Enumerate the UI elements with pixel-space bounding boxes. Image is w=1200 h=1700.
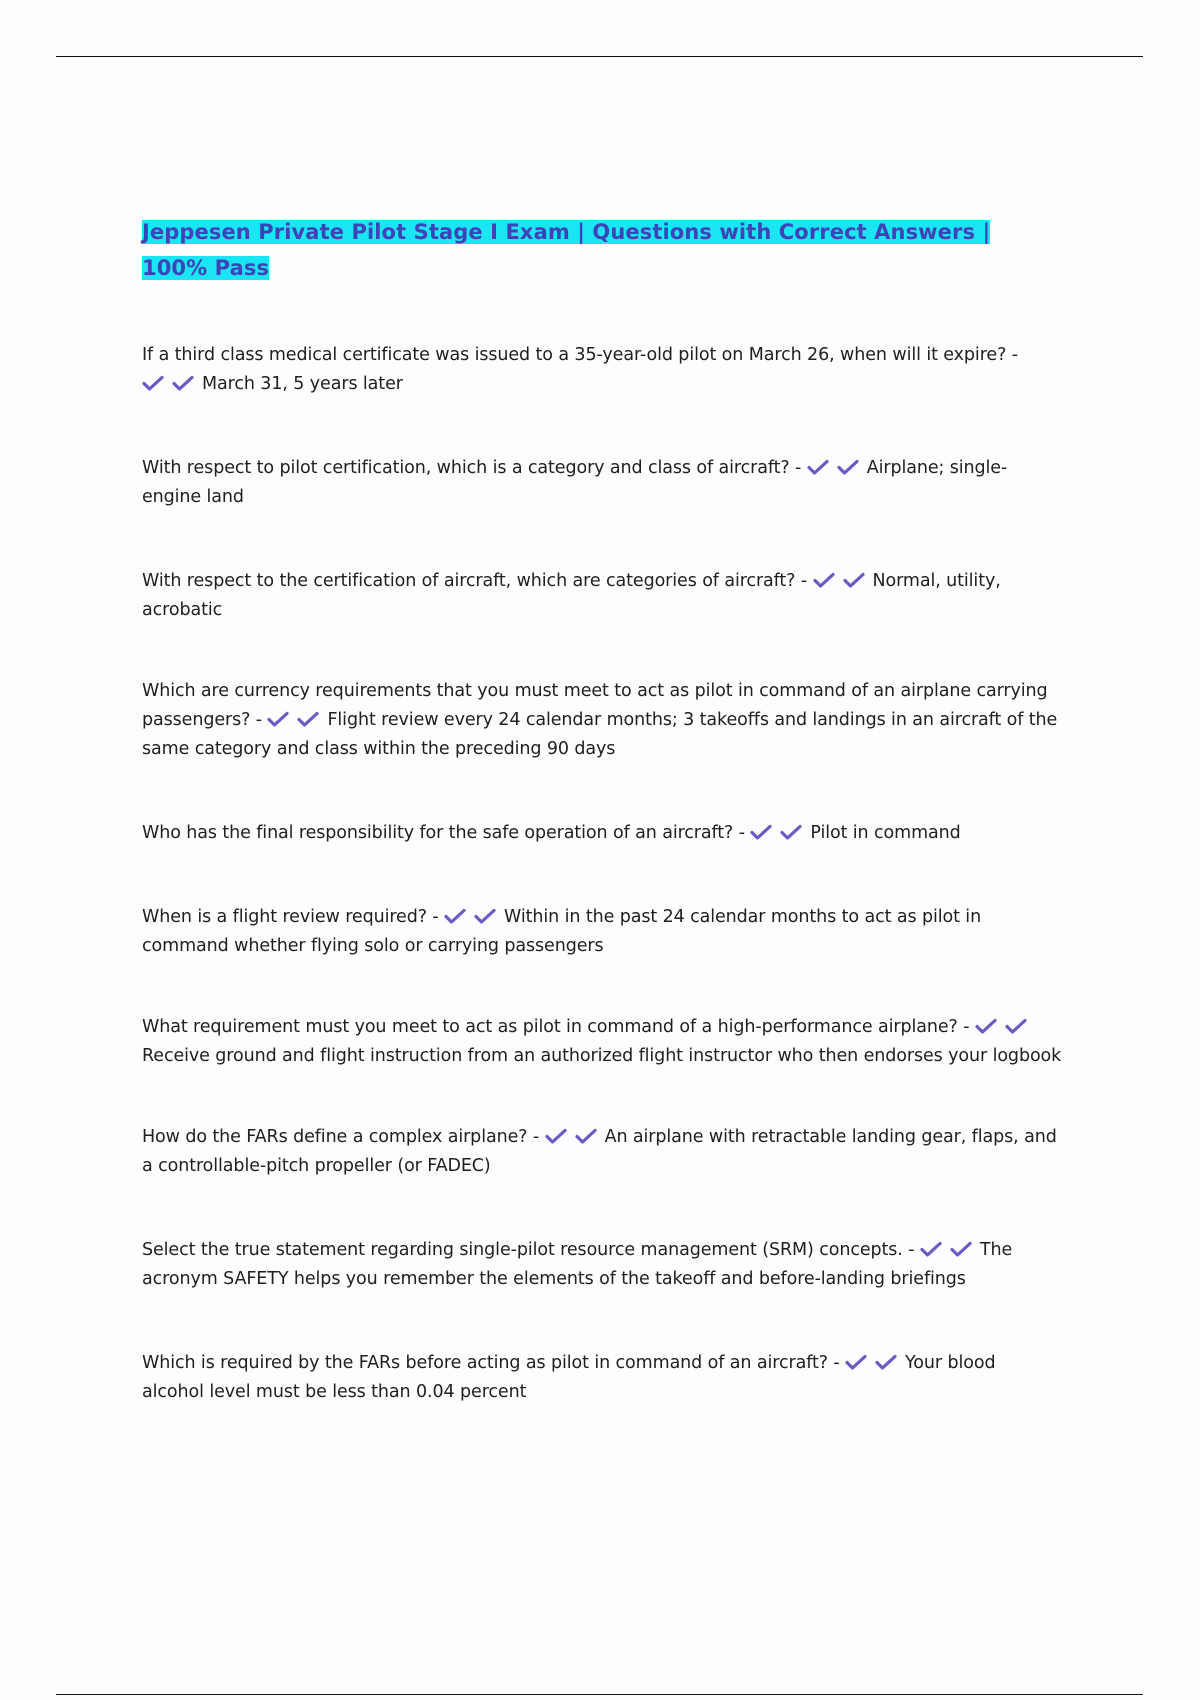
qa-item bbox=[142, 341, 1062, 399]
check-icon bbox=[444, 908, 466, 924]
separator: - bbox=[957, 1017, 975, 1037]
document-body bbox=[142, 214, 1062, 1407]
check-icon bbox=[920, 1241, 942, 1257]
separator: - bbox=[1006, 345, 1018, 365]
check-pair bbox=[813, 571, 873, 591]
separator: - bbox=[426, 907, 445, 927]
check-pair bbox=[845, 1353, 905, 1373]
qa-list bbox=[142, 341, 1062, 1407]
answer-text: Within in the past 24 calendar months to act as pilot in command whether flying solo or carrying passengers bbox=[142, 907, 982, 956]
answer-text: Receive ground and flight instruction from an authorized flight instructor who then endorses your logbook bbox=[142, 1046, 1062, 1066]
check-pair bbox=[975, 1017, 1035, 1037]
qa-item bbox=[142, 454, 1062, 512]
question-text: Who has the final responsibility for the safe operation of an aircraft? bbox=[142, 823, 734, 843]
question-text: With respect to the certification of aircraft, which are categories of aircraft? bbox=[142, 571, 796, 591]
separator: - bbox=[902, 1240, 920, 1260]
check-icon bbox=[843, 572, 865, 588]
check-icon bbox=[172, 375, 194, 391]
top-rule bbox=[56, 56, 1143, 57]
qa-item bbox=[142, 819, 1062, 848]
question-text: How do the FARs define a complex airplane? bbox=[142, 1127, 528, 1147]
qa-item bbox=[142, 567, 1062, 625]
question-text: Which are currency requirements that you must meet to act as pilot in command of an airplane carrying passengers? bbox=[142, 681, 1048, 730]
qa-item bbox=[142, 1236, 1062, 1294]
answer-text: The acronym SAFETY helps you remember the elements of the takeoff and before-landing briefings bbox=[142, 1240, 1013, 1289]
qa-item bbox=[142, 1349, 1062, 1407]
check-pair bbox=[920, 1240, 980, 1260]
check-icon bbox=[267, 711, 289, 727]
question-text: Select the true statement regarding single-pilot resource management (SRM) concepts. bbox=[142, 1240, 903, 1260]
check-icon bbox=[575, 1128, 597, 1144]
separator: - bbox=[527, 1127, 545, 1147]
check-icon bbox=[875, 1354, 897, 1370]
check-icon bbox=[813, 572, 835, 588]
bottom-rule bbox=[56, 1694, 1143, 1695]
answer-text: Normal, utility, acrobatic bbox=[142, 571, 1001, 620]
check-pair bbox=[807, 458, 867, 478]
document-title bbox=[142, 214, 1062, 286]
qa-item bbox=[142, 677, 1062, 764]
check-pair bbox=[750, 823, 810, 843]
separator: - bbox=[789, 458, 807, 478]
answer-text: An airplane with retractable landing gear, flaps, and a controllable-pitch propeller (or FADEC) bbox=[142, 1127, 1057, 1176]
document-title-text: Jeppesen Private Pilot Stage I Exam | Questions with Correct Answers | 100% Pass bbox=[142, 220, 991, 280]
question-text: Which is required by the FARs before acting as pilot in command of an aircraft? bbox=[142, 1353, 828, 1373]
separator: - bbox=[250, 710, 268, 730]
separator: - bbox=[827, 1353, 846, 1373]
answer-text: Pilot in command bbox=[810, 823, 961, 843]
answer-text: Your blood alcohol level must be less than 0.04 percent bbox=[142, 1353, 996, 1402]
check-icon bbox=[780, 824, 802, 840]
qa-item bbox=[142, 1123, 1062, 1181]
check-icon bbox=[474, 908, 496, 924]
check-pair bbox=[545, 1127, 605, 1147]
check-icon bbox=[297, 711, 319, 727]
check-icon bbox=[975, 1018, 997, 1034]
question-text: If a third class medical certificate was issued to a 35-year-old pilot on March 26, when will it expire? bbox=[142, 345, 1007, 365]
check-icon bbox=[1005, 1018, 1027, 1034]
answer-text: March 31, 5 years later bbox=[202, 374, 403, 394]
check-pair bbox=[267, 710, 327, 730]
check-icon bbox=[142, 375, 164, 391]
answer-text: Airplane; single-engine land bbox=[142, 458, 1008, 507]
check-icon bbox=[807, 459, 829, 475]
question-text: With respect to pilot certification, which is a category and class of aircraft? bbox=[142, 458, 790, 478]
question-text: When is a flight review required? bbox=[142, 907, 427, 927]
separator: - bbox=[733, 823, 751, 843]
qa-item bbox=[142, 1013, 1062, 1071]
check-icon bbox=[950, 1241, 972, 1257]
answer-text: Flight review every 24 calendar months; 3 takeoffs and landings in an aircraft of the same category and class within the preceding 90 days bbox=[142, 710, 1058, 759]
check-icon bbox=[845, 1354, 867, 1370]
separator: - bbox=[795, 571, 813, 591]
qa-item bbox=[142, 903, 1062, 961]
check-pair bbox=[142, 374, 202, 394]
question-text: What requirement must you meet to act as pilot in command of a high-performance airplane? bbox=[142, 1017, 958, 1037]
check-icon bbox=[837, 459, 859, 475]
check-pair bbox=[444, 907, 504, 927]
check-icon bbox=[750, 824, 772, 840]
check-icon bbox=[545, 1128, 567, 1144]
